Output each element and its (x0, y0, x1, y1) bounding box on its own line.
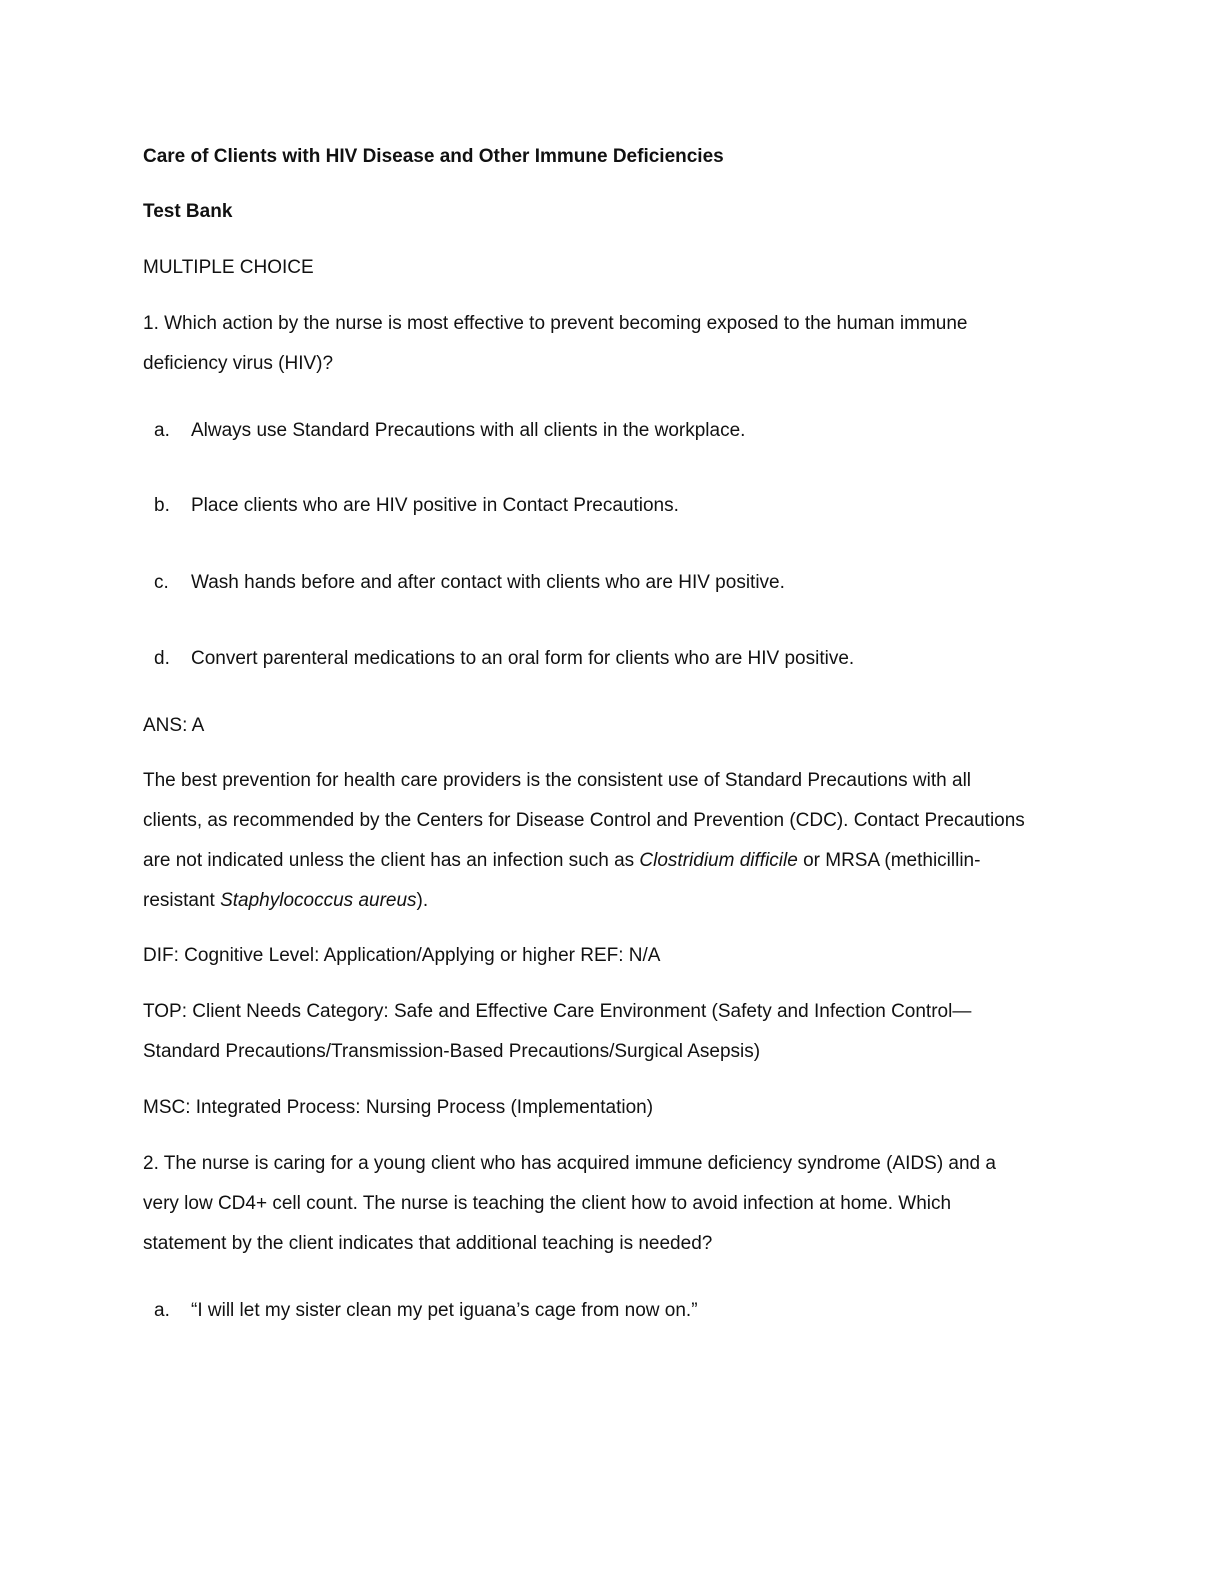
q2-stem-line3: statement by the client indicates that additional teaching is needed? (143, 1233, 713, 1254)
organism-name: Staphylococcus aureus (220, 890, 417, 911)
option-text: Wash hands before and after contact with clients who are HIV positive. (191, 572, 785, 593)
q1-stem-line1: 1. Which action by the nurse is most effective to prevent becoming exposed to the human immune (143, 313, 968, 334)
q1-difficulty: DIF: Cognitive Level: Application/Applying or higher REF: N/A (143, 945, 661, 966)
option-text: Always use Standard Precautions with all clients in the workplace. (191, 420, 746, 441)
q1-rationale-line3 (143, 849, 980, 873)
q1-rationale-line1: The best prevention for health care providers is the consistent use of Standard Precautions with all (143, 770, 972, 791)
q1-rationale-line4 (143, 889, 428, 913)
option-letter: a. (154, 420, 170, 441)
option-text: “I will let my sister clean my pet iguana’s cage from now on.” (191, 1300, 698, 1321)
option-text: Place clients who are HIV positive in Contact Precautions. (191, 495, 679, 516)
rationale-text: ). (416, 890, 429, 911)
organism-name: Clostridium difficile (639, 850, 798, 871)
q1-answer: ANS: A (143, 715, 205, 736)
q1-rationale-line2: clients, as recommended by the Centers for Disease Control and Prevention (CDC). Contact Precautions (143, 810, 1025, 831)
rationale-text: are not indicated unless the client has an infection such as (143, 850, 640, 871)
option-letter: a. (154, 1300, 170, 1321)
rationale-text: resistant (143, 890, 221, 911)
q2-stem-line2: very low CD4+ cell count. The nurse is teaching the client how to avoid infection at home. Which (143, 1193, 952, 1214)
document-title: Care of Clients with HIV Disease and Other Immune Deficiencies (143, 146, 724, 167)
option-letter: d. (154, 648, 170, 669)
q2-stem-line1: 2. The nurse is caring for a young client who has acquired immune deficiency syndrome (AIDS) and a (143, 1153, 996, 1174)
option-letter: c. (154, 572, 169, 593)
rationale-text: or MRSA (methicillin- (797, 850, 981, 871)
option-letter: b. (154, 495, 170, 516)
q1-msc: MSC: Integrated Process: Nursing Process (Implementation) (143, 1097, 654, 1118)
q1-topic-line2: Standard Precautions/Transmission-Based Precautions/Surgical Asepsis) (143, 1041, 761, 1062)
q1-topic-line1: TOP: Client Needs Category: Safe and Effective Care Environment (Safety and Infection Control— (143, 1001, 972, 1022)
q1-stem-line2: deficiency virus (HIV)? (143, 353, 334, 374)
section-heading: MULTIPLE CHOICE (143, 257, 314, 278)
document-subtitle: Test Bank (143, 201, 233, 222)
option-text: Convert parenteral medications to an oral form for clients who are HIV positive. (191, 648, 855, 669)
